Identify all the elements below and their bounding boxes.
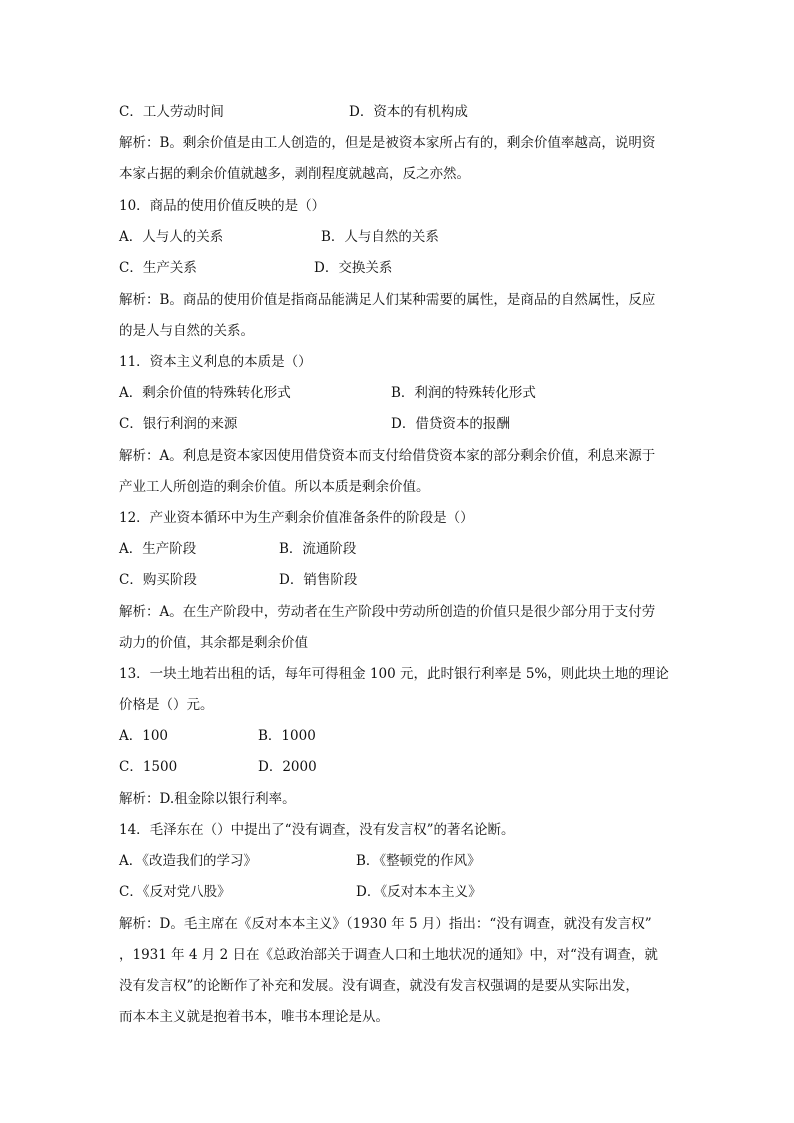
q14-analysis-line-2: ，1931 年 4 月 2 日在《总政治部关于调查人口和土地状况的通知》中，对“没有调查，就 [119,947,658,963]
q10-option-a: A．人与人的关系 [119,229,224,245]
q12-option-c: C．购买阶段 [119,572,197,588]
q11-option-c: C．银行利润的来源 [119,416,238,432]
q12-analysis-line-1: 解析：A。在生产阶段中，劳动者在生产阶段中劳动所创造的价值只是很少部分用于支付劳 [119,604,656,620]
q10-analysis-line-1: 解析：B。商品的使用价值是指商品能满足人们某种需要的属性，是商品的自然属性，反应 [119,292,656,308]
q13-option-c: C．1500 [119,759,178,775]
q14-option-c: C．《反对党八股》 [119,884,231,900]
q12-question: 12．产业资本循环中为生产剩余价值准备条件的阶段是（） [119,510,474,526]
q12-analysis-line-2: 动力的价值，其余都是剩余价值 [119,635,308,651]
q11-analysis-line-1: 解析：A。利息是资本家因使用借贷资本而支付给借贷资本家的部分剩余价值，利息来源于 [119,448,656,464]
q10-analysis-line-2: 的是人与自然的关系。 [119,323,254,339]
q13-question-line-2: 价格是（）元。 [119,697,214,713]
q13-question-line-1: 13．一块土地若出租的话，每年可得租金 100 元，此时银行利率是 5%，则此块土地的理论 [119,666,669,682]
q11-option-a: A．剩余价值的特殊转化形式 [119,385,291,401]
q12-option-b: B．流通阶段 [279,541,357,557]
q9-analysis-line-1: 解析：B。剩余价值是由工人创造的，但是是被资本家所占有的，剩余价值率越高，说明资 [119,135,656,151]
q13-option-b: B．1000 [258,728,316,744]
q13-analysis-line-1: 解析：D.租金除以银行利率。 [119,791,296,807]
q11-option-b: B．利润的特殊转化形式 [391,385,536,401]
q13-option-d: D．2000 [258,759,317,775]
q14-question: 14．毛泽东在（）中提出了“没有调查，没有发言权”的著名论断。 [119,822,515,838]
q14-option-a: A．《改造我们的学习》 [119,853,257,869]
q9-option-d: D．资本的有机构成 [349,104,468,120]
q11-option-d: D．借贷资本的报酬 [391,416,510,432]
q9-analysis-line-2: 本家占据的剩余价值就越多，剥削程度就越高，反之亦然。 [119,166,470,182]
q10-option-d: D．交换关系 [314,260,393,276]
q14-analysis-line-1: 解析：D。毛主席在《反对本本主义》（1930 年 5 月）指出：“没有调查，就没有发言权” [119,916,652,932]
q11-question: 11．资本主义利息的本质是（） [119,354,312,370]
q9-option-c: C．工人劳动时间 [119,104,224,120]
q12-option-d: D．销售阶段 [279,572,358,588]
q14-option-b: B．《整顿党的作风》 [356,853,481,869]
q11-analysis-line-2: 产业工人所创造的剩余价值。所以本质是剩余价值。 [119,479,430,495]
q14-option-d: D．《反对本本主义》 [356,884,482,900]
q10-question: 10．商品的使用价值反映的是（） [119,198,326,214]
q13-option-a: A．100 [119,728,169,744]
q10-option-b: B．人与自然的关系 [321,229,439,245]
q14-analysis-line-4: 而本本主义就是抱着书本，唯书本理论是从。 [119,1009,389,1025]
q12-option-a: A．生产阶段 [119,541,197,557]
q14-analysis-line-3: 没有发言权”的论断作了补充和发展。没有调查，就没有发言权强调的是要从实际出发， [119,978,639,994]
q10-option-c: C．生产关系 [119,260,197,276]
